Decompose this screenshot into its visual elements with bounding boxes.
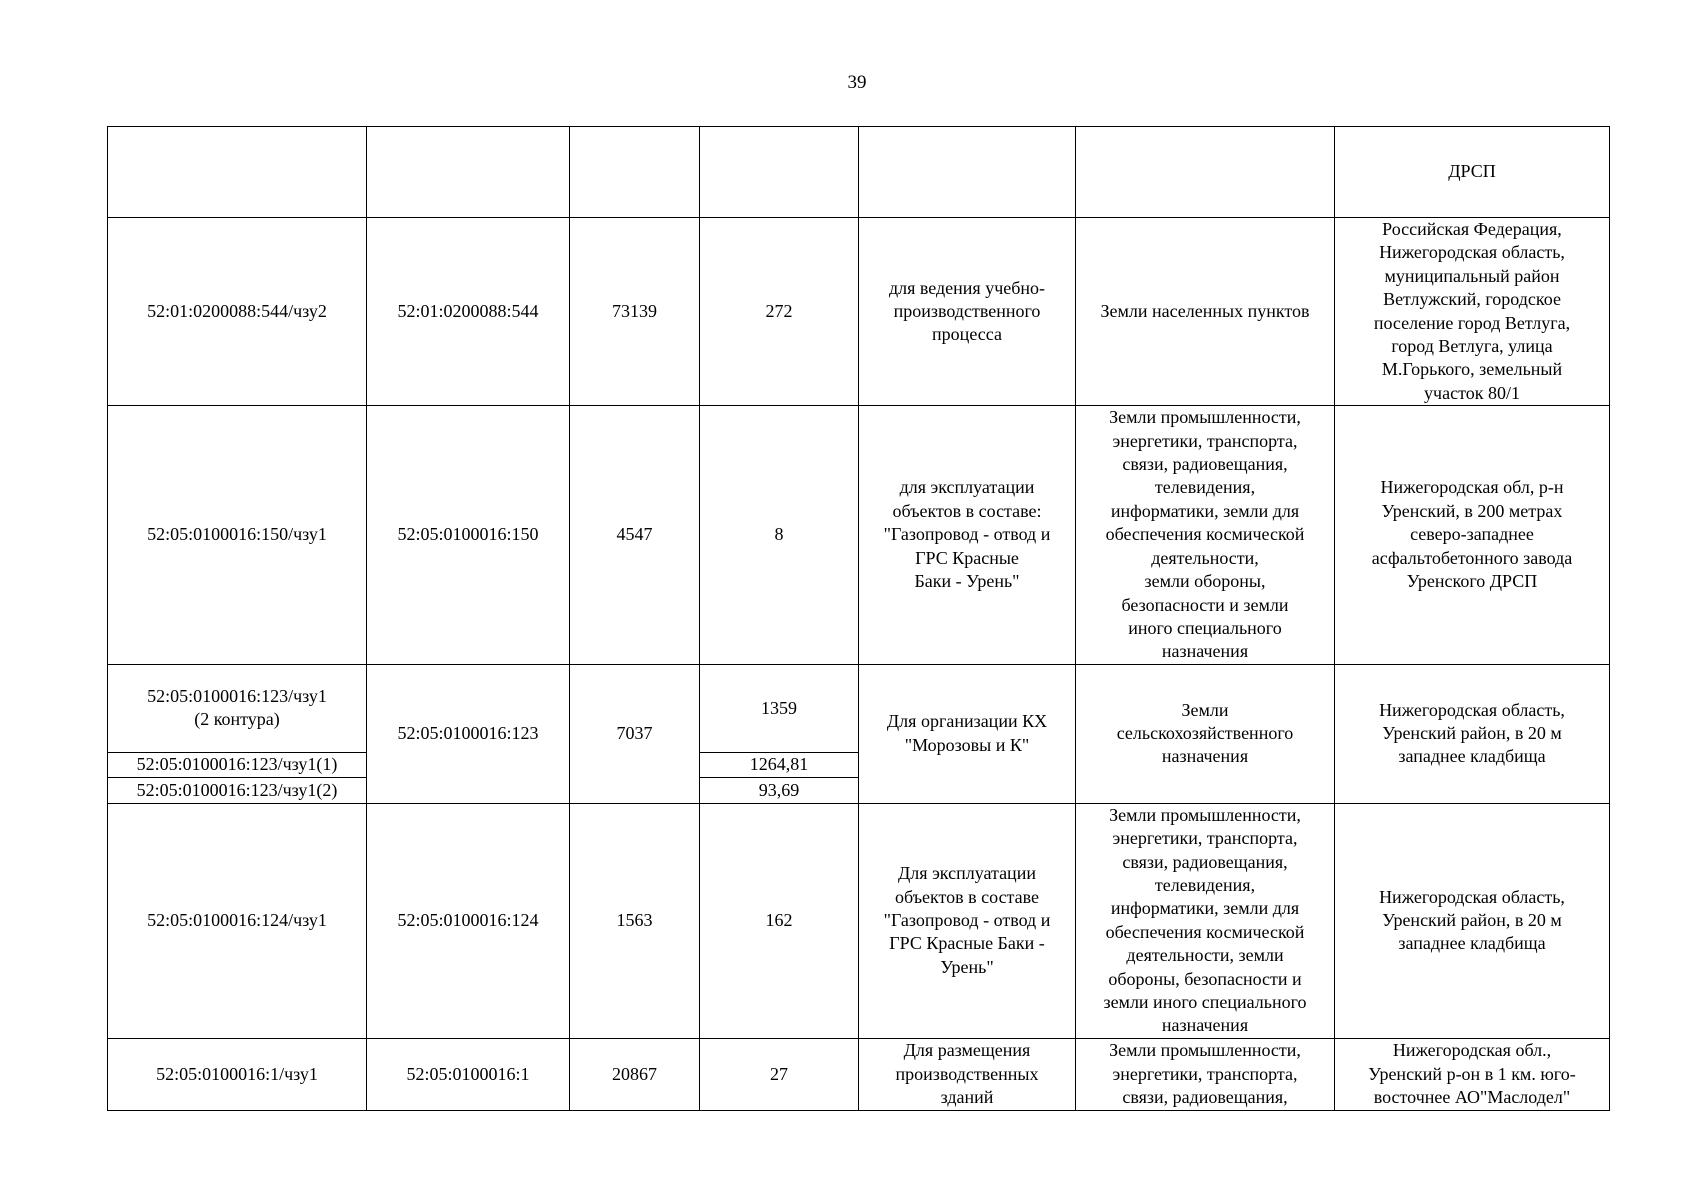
table-row (108, 127, 1610, 218)
purpose-cell: Для эксплуатации объектов в составе "Газопровод - отвод и ГРС Красные Баки - Урень" (859, 803, 1076, 1038)
zone-area-cell: 1359 (700, 664, 859, 752)
area-cell: 7037 (570, 664, 700, 803)
address-cell: Нижегородская область, Уренский район, в 20 м западнее кладбища (1335, 803, 1610, 1038)
cadastral-cell: 52:05:0100016:1 (367, 1038, 570, 1110)
zone-cell: 52:05:0100016:150/чзу1 (108, 406, 367, 664)
zone-cell: 52:01:0200088:544/чзу2 (108, 218, 367, 406)
address-cell: Нижегородская область, Уренский район, в 20 м западнее кладбища (1335, 664, 1610, 803)
purpose-cell: Для размещения производственных зданий (859, 1038, 1076, 1110)
page-number: 39 (847, 72, 867, 93)
cadastral-cell: 52:05:0100016:124 (367, 803, 570, 1038)
contour-zone-cell: 52:05:0100016:123/чзу1(2) (108, 777, 367, 803)
zone-cell: 52:05:0100016:124/чзу1 (108, 803, 367, 1038)
area-cell: 73139 (570, 218, 700, 406)
table-row (108, 218, 1610, 406)
table-row (108, 803, 1610, 1038)
zone-cell: 52:05:0100016:123/чзу1 (2 контура) (108, 664, 367, 752)
area-cell: 1563 (570, 803, 700, 1038)
table-row (108, 1038, 1610, 1110)
address-cell: Нижегородская обл, р-н Уренский, в 200 метрах северо-западнее асфальтобетонного завода Уренского ДРСП (1335, 406, 1610, 664)
address-cell: Российская Федерация, Нижегородская область, муниципальный район Ветлужский, городское поселение город Ветлуга, город Ветлуга, улица М.Горького, земельный участок 80/1 (1335, 218, 1610, 406)
zone-area-cell: 27 (700, 1038, 859, 1110)
cadastral-cell: 52:01:0200088:544 (367, 218, 570, 406)
purpose-cell: для ведения учебно- производственного процесса (859, 218, 1076, 406)
area-cell: 20867 (570, 1038, 700, 1110)
zone-cell: 52:05:0100016:1/чзу1 (108, 1038, 367, 1110)
purpose-cell: для эксплуатации объектов в составе: "Газопровод - отвод и ГРС Красные Баки - Урень" (859, 406, 1076, 664)
zone-area-cell: 162 (700, 803, 859, 1038)
category-cell: Земли сельскохозяйственного назначения (1076, 664, 1335, 803)
address-cell: ДРСП (1335, 127, 1610, 218)
land-plots-table (107, 126, 1610, 1111)
purpose-cell: Для организации КХ "Морозовы и К" (859, 664, 1076, 803)
address-cell: Нижегородская обл., Уренский р-он в 1 км. юго- восточнее АО"Маслодел" (1335, 1038, 1610, 1110)
zone-area-cell: 8 (700, 406, 859, 664)
table-row (108, 664, 1610, 752)
contour-zone-cell: 52:05:0100016:123/чзу1(1) (108, 752, 367, 777)
category-cell: Земли промышленности, энергетики, транспорта, связи, радиовещания, (1076, 1038, 1335, 1110)
contour-area-cell: 93,69 (700, 777, 859, 803)
category-cell: Земли промышленности, энергетики, транспорта, связи, радиовещания, телевидения, информатики, земли для обеспечения космической деятельности, земли обороны, безопасности и земли иного специального назначения (1076, 803, 1335, 1038)
contour-area-cell: 1264,81 (700, 752, 859, 777)
category-cell: Земли промышленности, энергетики, транспорта, связи, радиовещания, телевидения, информатики, земли для обеспечения космической деятельности, земли обороны, безопасности и земли иного специального назначения (1076, 406, 1335, 664)
cadastral-cell: 52:05:0100016:150 (367, 406, 570, 664)
area-cell: 4547 (570, 406, 700, 664)
table-row (108, 406, 1610, 664)
cadastral-cell: 52:05:0100016:123 (367, 664, 570, 803)
zone-area-cell: 272 (700, 218, 859, 406)
category-cell: Земли населенных пунктов (1076, 218, 1335, 406)
